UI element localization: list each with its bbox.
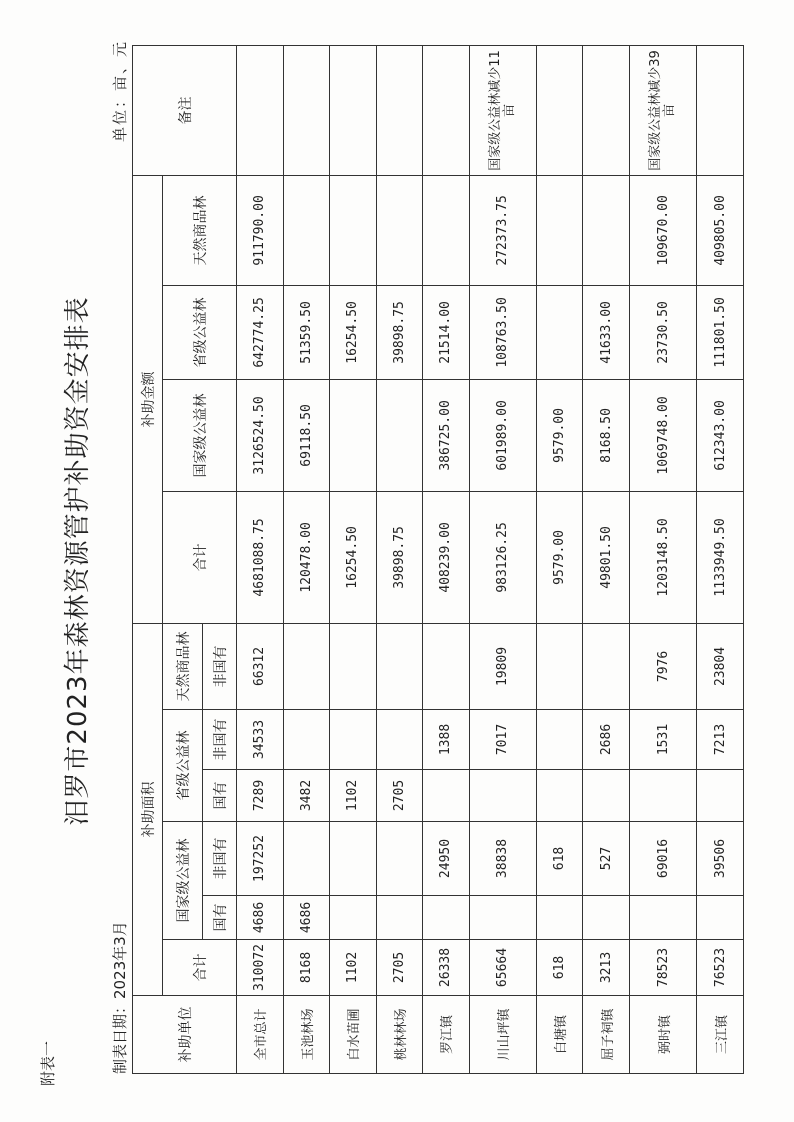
remark-cell xyxy=(423,45,470,175)
national-non-state-cell: 527 xyxy=(583,822,630,896)
national-state-cell: 4686 xyxy=(237,896,284,940)
amount-natural-cell: 109670.00 xyxy=(629,175,696,285)
remark-cell xyxy=(237,45,284,175)
area-total-cell: 26338 xyxy=(423,940,470,996)
table-row xyxy=(283,45,330,1073)
amount-total-cell: 16254.50 xyxy=(330,491,377,623)
amount-provincial-cell: 51359.50 xyxy=(283,285,330,379)
natural-non-state-cell xyxy=(423,623,470,709)
table-row xyxy=(376,45,423,1073)
area-total-cell: 65664 xyxy=(469,940,536,996)
provincial-non-state-cell: 1388 xyxy=(423,710,470,770)
amount-total-cell: 408239.00 xyxy=(423,491,470,623)
remark-cell: 国家级公益林减少11亩 xyxy=(469,45,536,175)
header-amount-national: 国家级公益林 xyxy=(163,379,237,491)
natural-non-state-cell xyxy=(536,623,583,709)
amount-provincial-cell: 111801.50 xyxy=(697,285,744,379)
provincial-state-cell xyxy=(536,770,583,822)
national-state-cell: 4686 xyxy=(283,896,330,940)
provincial-state-cell xyxy=(629,770,696,822)
provincial-non-state-cell xyxy=(283,710,330,770)
national-state-cell xyxy=(583,896,630,940)
table-row xyxy=(536,45,583,1073)
provincial-non-state-cell: 1531 xyxy=(629,710,696,770)
amount-national-cell: 386725.00 xyxy=(423,379,470,491)
header-provincial-non-state: 非国有 xyxy=(203,710,237,770)
provincial-non-state-cell: 2686 xyxy=(583,710,630,770)
national-state-cell xyxy=(629,896,696,940)
unit-name-cell: 白水苗圃 xyxy=(330,996,377,1074)
table-row xyxy=(330,45,377,1073)
area-total-cell: 76523 xyxy=(697,940,744,996)
amount-total-cell: 39898.75 xyxy=(376,491,423,623)
natural-non-state-cell: 66312 xyxy=(237,623,284,709)
provincial-non-state-cell: 7213 xyxy=(697,710,744,770)
header-area-total: 合计 xyxy=(163,940,237,996)
natural-non-state-cell xyxy=(330,623,377,709)
header-area-provincial: 省级公益林 xyxy=(163,710,203,822)
amount-natural-cell xyxy=(330,175,377,285)
remark-cell xyxy=(376,45,423,175)
national-state-cell xyxy=(330,896,377,940)
header-amount-total: 合计 xyxy=(163,491,237,623)
amount-natural-cell xyxy=(423,175,470,285)
provincial-state-cell xyxy=(583,770,630,822)
subsidy-table xyxy=(132,45,744,1074)
national-non-state-cell: 618 xyxy=(536,822,583,896)
unit-name-cell: 全市总计 xyxy=(237,996,284,1074)
header-amount-group: 补助金额 xyxy=(133,175,163,623)
provincial-state-cell: 3482 xyxy=(283,770,330,822)
unit-name-cell: 川山坪镇 xyxy=(469,996,536,1074)
attachment-label: 附表一 xyxy=(39,1040,57,1086)
area-total-cell: 2705 xyxy=(376,940,423,996)
natural-non-state-cell xyxy=(376,623,423,709)
header-amount-provincial: 省级公益林 xyxy=(163,285,237,379)
amount-total-cell: 4681088.75 xyxy=(237,491,284,623)
natural-non-state-cell: 23804 xyxy=(697,623,744,709)
amount-national-cell xyxy=(330,379,377,491)
provincial-state-cell: 7289 xyxy=(237,770,284,822)
amount-national-cell xyxy=(376,379,423,491)
amount-natural-cell xyxy=(536,175,583,285)
amount-provincial-cell: 21514.00 xyxy=(423,285,470,379)
header-remark: 备注 xyxy=(133,45,237,175)
natural-non-state-cell: 19809 xyxy=(469,623,536,709)
national-state-cell xyxy=(423,896,470,940)
amount-natural-cell xyxy=(283,175,330,285)
remark-cell xyxy=(697,45,744,175)
header-natural-non-state: 非国有 xyxy=(203,623,237,709)
national-non-state-cell xyxy=(283,822,330,896)
amount-provincial-cell: 108763.50 xyxy=(469,285,536,379)
provincial-non-state-cell xyxy=(330,710,377,770)
header-area-national: 国家级公益林 xyxy=(163,822,203,940)
national-non-state-cell xyxy=(376,822,423,896)
amount-total-cell: 9579.00 xyxy=(536,491,583,623)
amount-provincial-cell: 39898.75 xyxy=(376,285,423,379)
amount-national-cell: 1069748.00 xyxy=(629,379,696,491)
natural-non-state-cell: 7976 xyxy=(629,623,696,709)
national-non-state-cell: 38838 xyxy=(469,822,536,896)
document-title: 汨罗市2023年森林资源管护补助资金安排表 xyxy=(63,296,93,826)
provincial-state-cell xyxy=(423,770,470,822)
amount-national-cell: 69118.50 xyxy=(283,379,330,491)
provincial-state-cell xyxy=(469,770,536,822)
area-total-cell: 8168 xyxy=(283,940,330,996)
amount-natural-cell: 409805.00 xyxy=(697,175,744,285)
table-row xyxy=(469,45,536,1073)
amount-provincial-cell xyxy=(536,285,583,379)
header-provincial-state: 国有 xyxy=(203,770,237,822)
rotated-document xyxy=(37,36,757,1086)
amount-national-cell: 3126524.50 xyxy=(237,379,284,491)
table-row xyxy=(697,45,744,1073)
national-state-cell xyxy=(697,896,744,940)
area-total-cell: 1102 xyxy=(330,940,377,996)
amount-total-cell: 49801.50 xyxy=(583,491,630,623)
national-non-state-cell: 24950 xyxy=(423,822,470,896)
amount-natural-cell xyxy=(583,175,630,285)
amount-natural-cell: 911790.00 xyxy=(237,175,284,285)
unit-name-cell: 屈子祠镇 xyxy=(583,996,630,1074)
table-row xyxy=(629,45,696,1073)
remark-cell xyxy=(583,45,630,175)
table-row xyxy=(237,45,284,1073)
national-non-state-cell: 39506 xyxy=(697,822,744,896)
remark-cell: 国家级公益林减少39亩 xyxy=(629,45,696,175)
date-label: 制表日期：2023年3月 xyxy=(111,921,129,1074)
national-non-state-cell xyxy=(330,822,377,896)
amount-national-cell: 612343.00 xyxy=(697,379,744,491)
header-national-non-state: 非国有 xyxy=(203,822,237,896)
amount-total-cell: 1203148.50 xyxy=(629,491,696,623)
area-total-cell: 3213 xyxy=(583,940,630,996)
provincial-state-cell: 1102 xyxy=(330,770,377,822)
unit-name-cell: 弼时镇 xyxy=(629,996,696,1074)
unit-label: 单位：亩、元 xyxy=(111,40,129,143)
header-national-state: 国有 xyxy=(203,896,237,940)
provincial-state-cell: 2705 xyxy=(376,770,423,822)
provincial-non-state-cell xyxy=(536,710,583,770)
remark-cell xyxy=(283,45,330,175)
amount-total-cell: 120478.00 xyxy=(283,491,330,623)
provincial-state-cell xyxy=(697,770,744,822)
amount-provincial-cell: 642774.25 xyxy=(237,285,284,379)
provincial-non-state-cell xyxy=(376,710,423,770)
table-row xyxy=(583,45,630,1073)
natural-non-state-cell xyxy=(283,623,330,709)
amount-national-cell: 9579.00 xyxy=(536,379,583,491)
amount-total-cell: 1133949.50 xyxy=(697,491,744,623)
header-area-natural: 天然商品林 xyxy=(163,623,203,709)
header-unit: 补助单位 xyxy=(133,996,237,1074)
remark-cell xyxy=(330,45,377,175)
amount-natural-cell: 272373.75 xyxy=(469,175,536,285)
national-state-cell xyxy=(376,896,423,940)
unit-name-cell: 罗江镇 xyxy=(423,996,470,1074)
header-area-group: 补助面积 xyxy=(133,623,163,995)
table-row xyxy=(423,45,470,1073)
provincial-non-state-cell: 34533 xyxy=(237,710,284,770)
area-total-cell: 310072 xyxy=(237,940,284,996)
national-non-state-cell: 197252 xyxy=(237,822,284,896)
area-total-cell: 78523 xyxy=(629,940,696,996)
national-non-state-cell: 69016 xyxy=(629,822,696,896)
amount-national-cell: 601989.00 xyxy=(469,379,536,491)
area-total-cell: 618 xyxy=(536,940,583,996)
amount-national-cell: 8168.50 xyxy=(583,379,630,491)
unit-name-cell: 玉池林场 xyxy=(283,996,330,1074)
natural-non-state-cell xyxy=(583,623,630,709)
amount-total-cell: 983126.25 xyxy=(469,491,536,623)
amount-provincial-cell: 16254.50 xyxy=(330,285,377,379)
unit-name-cell: 桃林林场 xyxy=(376,996,423,1074)
national-state-cell xyxy=(469,896,536,940)
amount-natural-cell xyxy=(376,175,423,285)
amount-provincial-cell: 41633.00 xyxy=(583,285,630,379)
provincial-non-state-cell: 7017 xyxy=(469,710,536,770)
header-amount-natural: 天然商品林 xyxy=(163,175,237,285)
amount-provincial-cell: 23730.50 xyxy=(629,285,696,379)
remark-cell xyxy=(536,45,583,175)
national-state-cell xyxy=(536,896,583,940)
unit-name-cell: 白塘镇 xyxy=(536,996,583,1074)
unit-name-cell: 三江镇 xyxy=(697,996,744,1074)
